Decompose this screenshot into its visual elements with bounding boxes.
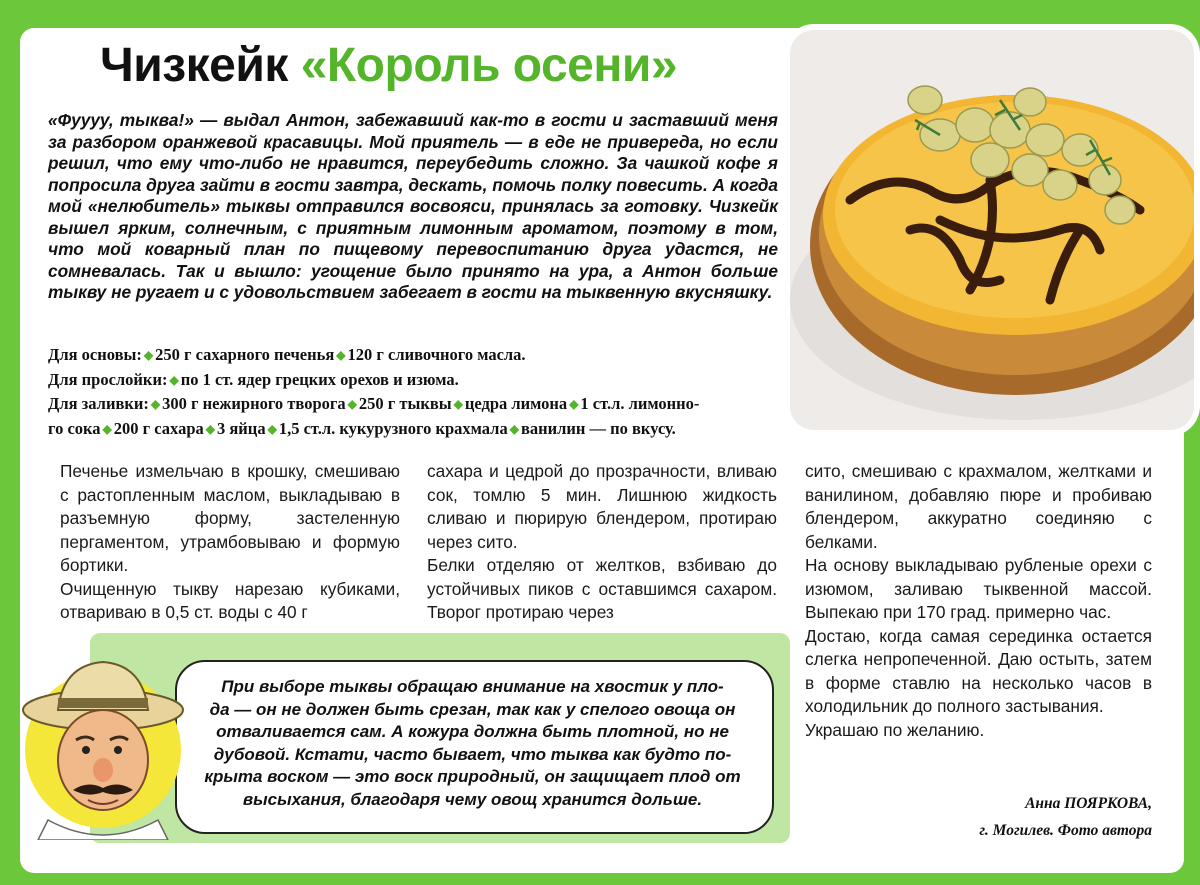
bullet-icon: ◆: [143, 348, 154, 362]
tip-line: да — он не должен быть срезан, так как у спелого овоща он: [209, 699, 736, 719]
step-paragraph: Украшаю по желанию.: [805, 719, 985, 740]
intro-text: «Фуууу, тыква!» — выдал Антон, забежавший как-то в гости и заставший меня за разбором оранжевой красавицы. Мой приятель — в еде не привереда, но если решил, что ему что-либо не нравится, переубедить сложно. За чашкой кофе я попросила друга зайти в гости завтра, дескать, помочь полку повесить. А когда мой «нелюбитель» тыквы отправился восвояси, принялась за готовку. Чизкейк вышел ярким, солнечным, с приятным лимонным ароматом, поэтому в том, что мой коварный план по пищевому перевоспитанию друга удастся, не сомневалась. Так и вышло: угощение было принято на ура, а Антон больше тыкву не ругает и с удовольствием забегает в гости на тыквенную вкусняшку.: [48, 110, 779, 302]
ingredient-item: 250 г тыквы: [358, 394, 452, 413]
bullet-icon: ◆: [102, 421, 112, 436]
ingredient-item: 1,5 ст.л. кукурузного крахмала: [278, 418, 508, 438]
step-paragraph: Достаю, когда самая серединка остается слегка непропеченной. Даю остыть, затем в форме ставлю на несколько часов в холодильник до полного застывания.: [805, 625, 1152, 716]
tip-line: дубовой. Кстати, часто бывает, что тыква как будто по-: [213, 744, 732, 764]
ingredients-base: [48, 343, 788, 368]
step-paragraph: Очищенную тыкву нарезаю кубиками, отвариваю в 0,5 ст. воды с 40 г: [60, 578, 400, 622]
ingredient-item: по 1 ст. ядер грецких орехов и изюма.: [180, 369, 459, 389]
chef-mascot: [18, 650, 198, 840]
tip-line: При выборе тыквы обращаю внимание на хвостик у пло-: [221, 677, 724, 696]
step-paragraph: Печенье измельчаю в крошку, смешиваю с растопленным маслом, выкладываю в разъемную форму, застеленную пергаментом, утрамбовываю и формую бортики.: [60, 461, 400, 575]
ingredient-item: 3 яйца: [217, 418, 266, 438]
step-paragraph: сахара и цедрой до прозрачности, вливаю сок, томлю 5 мин. Лишнюю жидкость сливаю и пюрирую блендером, протираю через сито.: [427, 461, 777, 552]
bullet-icon: ◆: [347, 397, 357, 411]
bullet-icon: ◆: [150, 397, 161, 411]
tip-text: [200, 676, 745, 811]
ingredient-item: цедра лимона: [464, 394, 568, 413]
ingredients-layer-label: Для прослойки:: [48, 369, 168, 389]
ingredients-filling: [48, 392, 788, 417]
ingredient-item: 1 ст.л. лимонно-: [580, 394, 700, 413]
author-city: г. Могилев. Фото автора: [979, 822, 1152, 839]
page-title: [100, 38, 677, 93]
ingredient-item: 120 г сливочного масла.: [347, 345, 526, 364]
bullet-icon: ◆: [336, 348, 346, 362]
chef-icon: [18, 650, 198, 840]
intro-paragraph: [48, 110, 778, 304]
bullet-icon: ◆: [509, 421, 519, 436]
ingredients-filling-label: Для заливки:: [48, 394, 149, 413]
bullet-icon: ◆: [169, 372, 179, 387]
tip-line: высыхания, благодаря чему овощ хранится дольше.: [242, 789, 703, 809]
tip-line: отваливается сам. А кожура должна быть плотной, но не: [216, 722, 729, 741]
bullet-icon: ◆: [205, 421, 215, 436]
cheesecake-illustration: [790, 30, 1194, 430]
ingredients-base-label: Для основы:: [48, 345, 142, 364]
ingredient-item: ванилин — по вкусу.: [520, 418, 676, 438]
steps-column-1: [60, 460, 400, 625]
ingredients-layer: [48, 368, 788, 393]
title-subtitle: «Король осени»: [300, 39, 678, 92]
bullet-icon: ◆: [453, 397, 463, 411]
ingredients-filling-cont: [48, 417, 788, 442]
ingredient-item: го сока: [48, 418, 101, 438]
ingredient-item: 200 г сахара: [113, 418, 204, 438]
bullet-icon: ◆: [267, 421, 277, 436]
tip-line: крыта воском — это воск природный, он защищает плод от: [204, 767, 741, 786]
ingredient-item: 300 г нежирного творога: [162, 394, 346, 413]
cheesecake-photo: [790, 30, 1194, 430]
steps-column-3: [805, 460, 1152, 742]
ingredients-block: [48, 343, 788, 441]
step-paragraph: Белки отделяю от желтков, взбиваю до устойчивых пиков с оставшимся сахаром. Творог протираю через: [427, 555, 777, 622]
bullet-icon: ◆: [569, 397, 579, 411]
step-paragraph: На основу выкладываю рубленые орехи с изюмом, заливаю тыквенной массой. Выпекаю при 170 град. примерно час.: [805, 555, 1152, 622]
ingredient-item: 250 г сахарного печенья: [155, 345, 335, 364]
author-credit: [979, 790, 1152, 844]
steps-column-2: [427, 460, 777, 625]
step-paragraph: сито, смешиваю с крахмалом, желтками и ванилином, добавляю пюре и пробиваю блендером, аккуратно соединяю с белками.: [805, 461, 1152, 552]
title-main: Чизкейк: [100, 39, 288, 92]
author-name: Анна ПОЯРКОВА,: [1025, 795, 1152, 812]
